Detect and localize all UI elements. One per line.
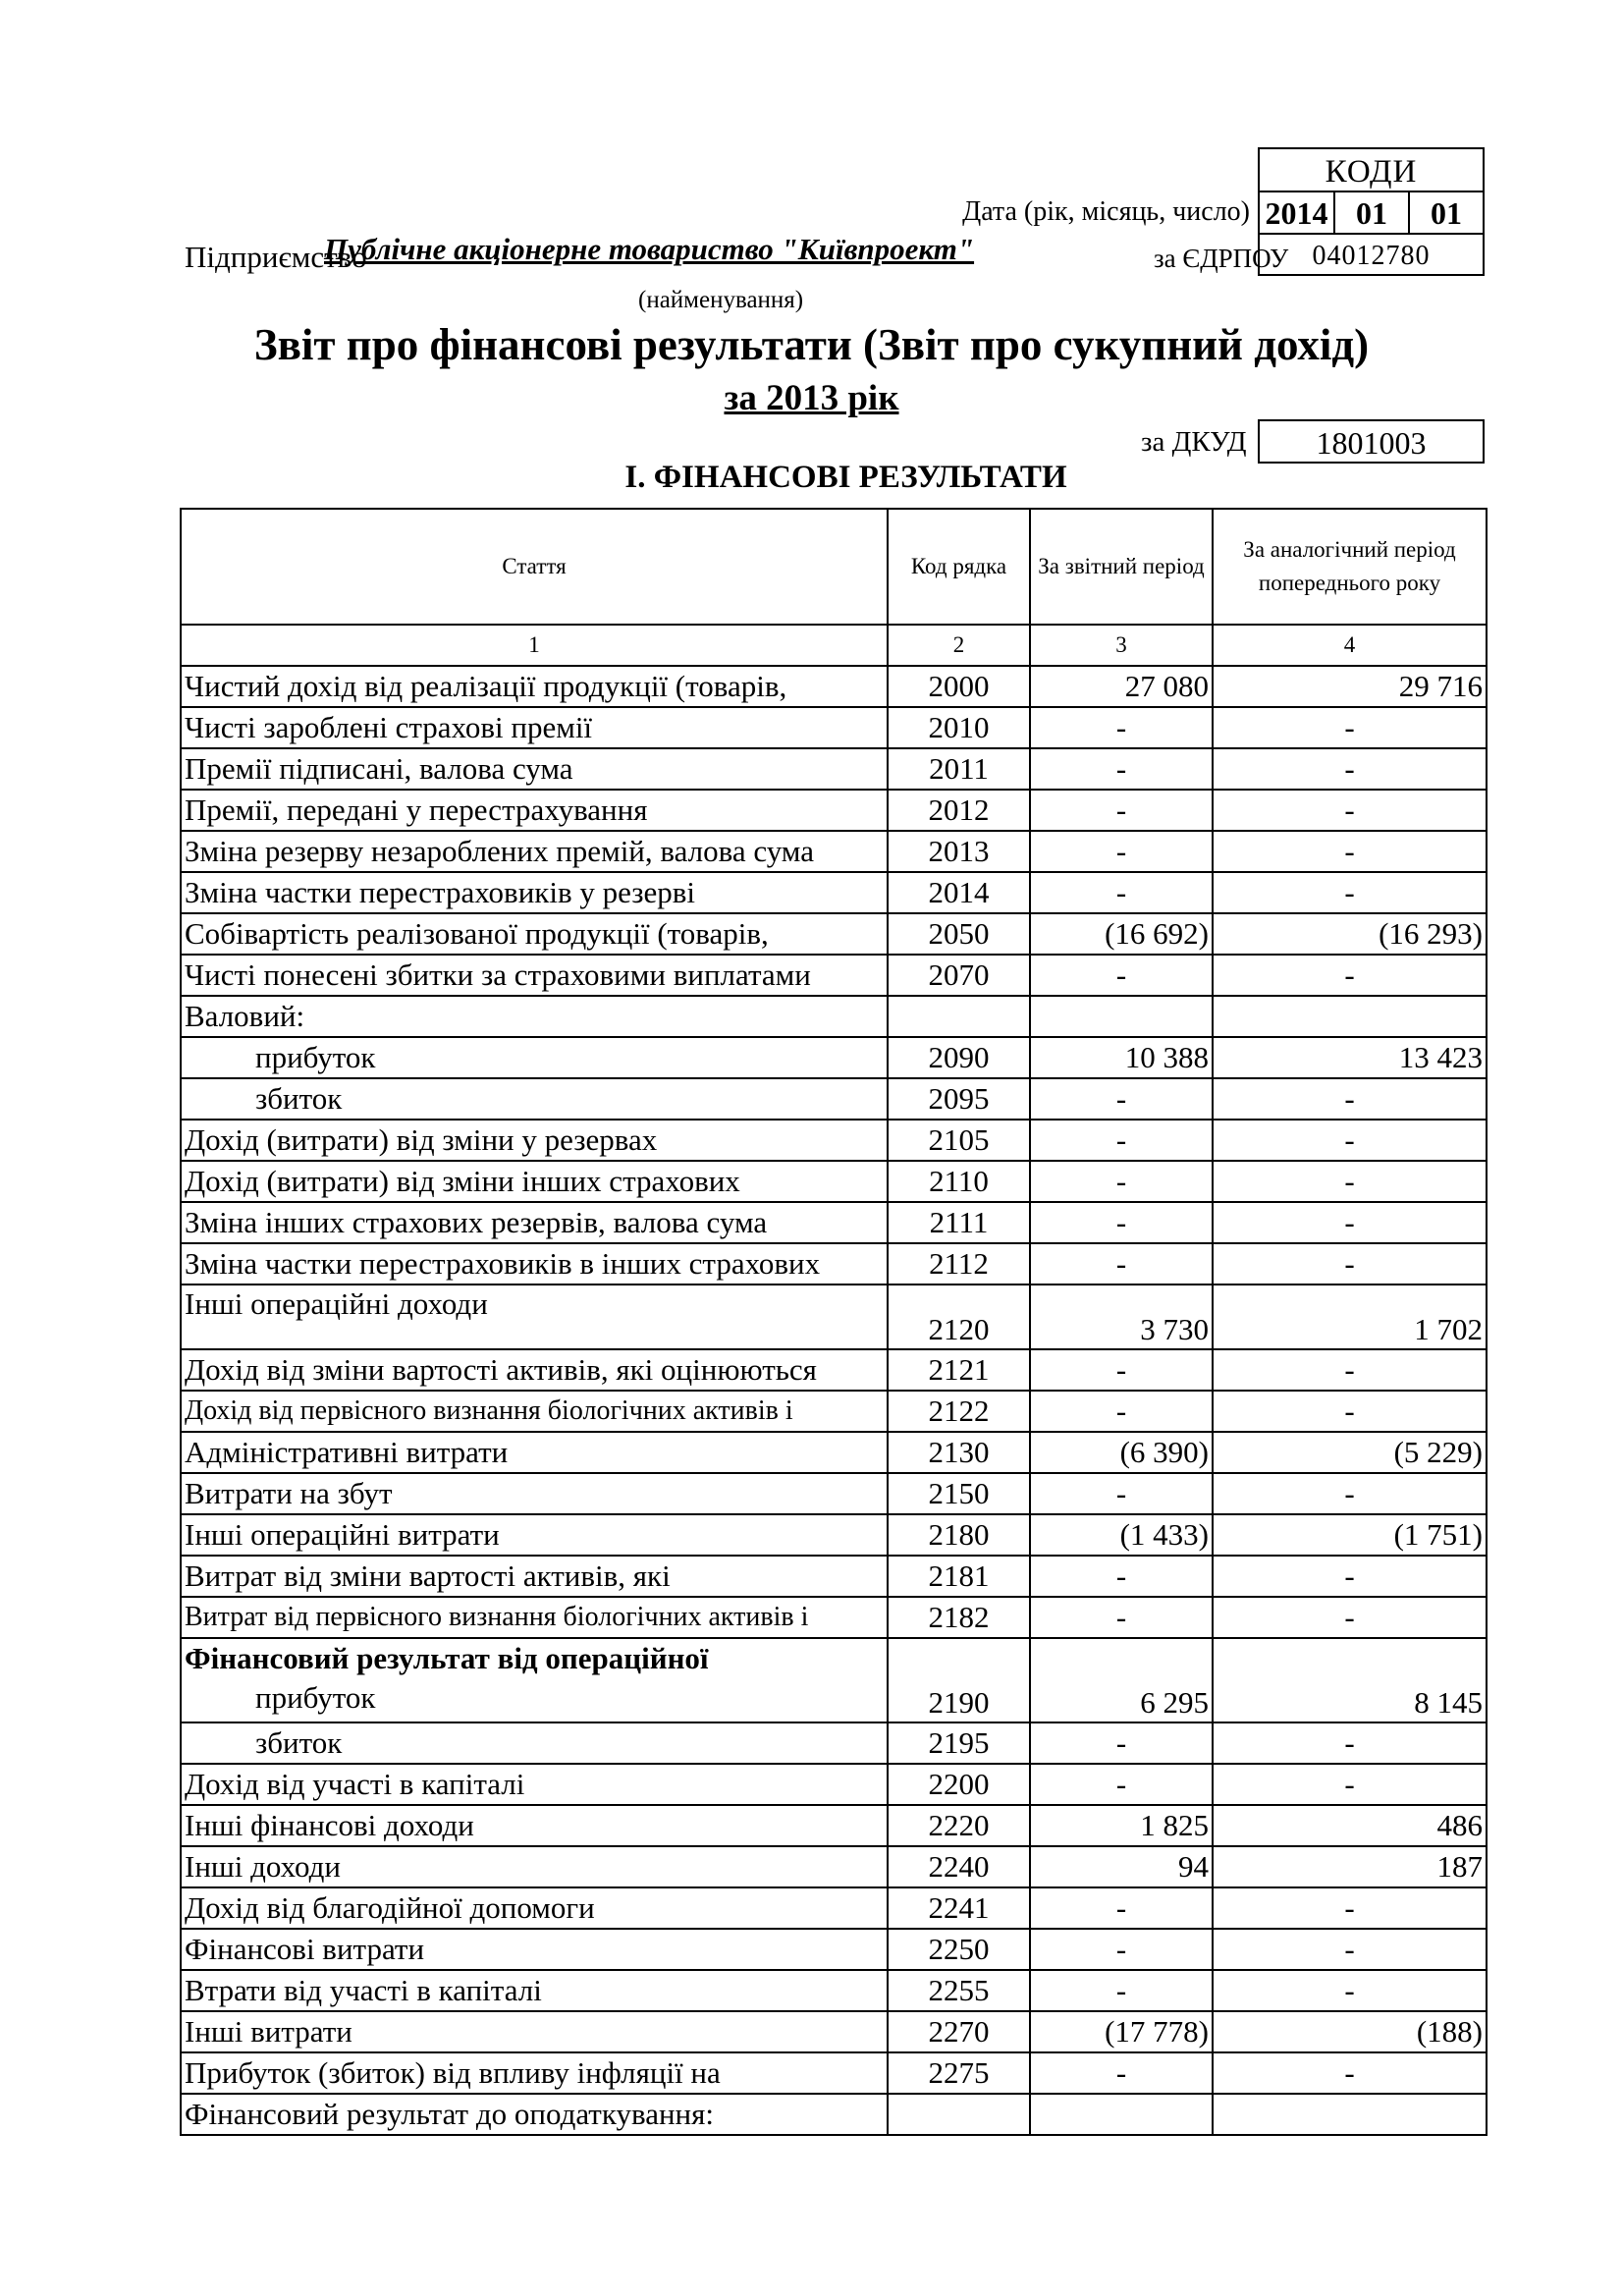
row-previous: - (1213, 831, 1487, 872)
row-current: - (1030, 2052, 1213, 2094)
row-code: 2012 (888, 790, 1030, 831)
row-article: Зміна інших страхових резервів, валова сума (181, 1202, 888, 1243)
row-current: - (1030, 1202, 1213, 1243)
row-article: Чисті зароблені страхові премії (181, 707, 888, 748)
col-number: 1 (181, 625, 888, 666)
row-code: 2111 (888, 1202, 1030, 1243)
row-article: Адміністративні витрати (181, 1432, 888, 1473)
row-current: - (1030, 1391, 1213, 1432)
row-current: 27 080 (1030, 666, 1213, 707)
financial-results-table (180, 508, 1488, 2136)
row-previous: - (1213, 872, 1487, 913)
row-code: 2180 (888, 1514, 1030, 1556)
row-previous: - (1213, 955, 1487, 996)
row-current: - (1030, 1473, 1213, 1514)
row-previous: - (1213, 707, 1487, 748)
col-number: 4 (1213, 625, 1487, 666)
row-current: - (1030, 707, 1213, 748)
row-article: Дохід від первісного визнання біологічних активів і (181, 1391, 888, 1432)
table-row (181, 1514, 1487, 1556)
date-year: 2014 (1260, 192, 1335, 233)
row-code: 2195 (888, 1722, 1030, 1764)
row-article: Витрат від первісного визнання біологічних активів і (181, 1597, 888, 1638)
table-row (181, 1887, 1487, 1929)
row-current: - (1030, 1887, 1213, 1929)
row-code: 2090 (888, 1037, 1030, 1078)
table-row (181, 1473, 1487, 1514)
row-previous: (1 751) (1213, 1514, 1487, 1556)
row-current: (16 692) (1030, 913, 1213, 955)
row-code: 2181 (888, 1556, 1030, 1597)
row-previous: - (1213, 1161, 1487, 1202)
row-code: 2112 (888, 1243, 1030, 1285)
table-row (181, 1722, 1487, 1764)
table-row (181, 1120, 1487, 1161)
codes-header: КОДИ (1258, 147, 1485, 192)
row-previous: 1 702 (1213, 1285, 1487, 1349)
row-previous: 187 (1213, 1846, 1487, 1887)
row-previous: - (1213, 748, 1487, 790)
row-article-heading: Фінансовий результат від операційної (185, 1641, 709, 1675)
row-code: 2013 (888, 831, 1030, 872)
row-code: 2095 (888, 1078, 1030, 1120)
row-article: Витрат від зміни вартості активів, які (181, 1556, 888, 1597)
row-current: - (1030, 1597, 1213, 1638)
row-previous: - (1213, 1391, 1487, 1432)
row-article: Дохід від участі в капіталі (181, 1764, 888, 1805)
table-row (181, 1929, 1487, 1970)
row-previous: - (1213, 1597, 1487, 1638)
table-row (181, 996, 1487, 1037)
row-code: 2011 (888, 748, 1030, 790)
row-current: 10 388 (1030, 1037, 1213, 1078)
row-current: (6 390) (1030, 1432, 1213, 1473)
row-article: Зміна частки перестраховиків в інших страхових (181, 1243, 888, 1285)
row-current: - (1030, 955, 1213, 996)
col-number: 3 (1030, 625, 1213, 666)
table-row (181, 666, 1487, 707)
row-article: Інші операційні доходи (181, 1285, 888, 1349)
table-row (181, 1638, 1487, 1722)
row-current: - (1030, 1764, 1213, 1805)
table-header-row (181, 509, 1487, 625)
dkud-label: за ДКУД (1141, 426, 1247, 458)
row-current (1030, 996, 1213, 1037)
table-row (181, 1597, 1487, 1638)
row-current: - (1030, 1929, 1213, 1970)
row-code: 2220 (888, 1805, 1030, 1846)
row-article: збиток (181, 1722, 888, 1764)
table-row (181, 1243, 1487, 1285)
row-article: Валовий: (181, 996, 888, 1037)
row-current: 3 730 (1030, 1285, 1213, 1349)
edrpou-label: за ЄДРПОУ (1154, 244, 1289, 273)
row-previous: - (1213, 1556, 1487, 1597)
row-previous: - (1213, 790, 1487, 831)
row-previous (1213, 2094, 1487, 2135)
row-article: Собівартість реалізованої продукції (товарів, (181, 913, 888, 955)
table-row (181, 1285, 1487, 1349)
row-current: - (1030, 1722, 1213, 1764)
row-article: Дохід (витрати) від зміни у резервах (181, 1120, 888, 1161)
table-row (181, 1846, 1487, 1887)
row-current: - (1030, 1078, 1213, 1120)
row-previous: - (1213, 1970, 1487, 2011)
row-article: Дохід від зміни вартості активів, які оцінюються (181, 1349, 888, 1391)
row-article (181, 1638, 888, 1722)
row-current (1030, 2094, 1213, 2135)
table-row (181, 1556, 1487, 1597)
table-row (181, 913, 1487, 955)
row-current: - (1030, 1120, 1213, 1161)
row-code: 2190 (888, 1638, 1030, 1722)
row-previous: - (1213, 1202, 1487, 1243)
table-row (181, 707, 1487, 748)
table-row (181, 790, 1487, 831)
row-current: - (1030, 872, 1213, 913)
row-previous: (16 293) (1213, 913, 1487, 955)
row-code: 2270 (888, 2011, 1030, 2052)
section-title: І. ФІНАНСОВІ РЕЗУЛЬТАТИ (624, 460, 1067, 495)
table-row (181, 872, 1487, 913)
row-code: 2070 (888, 955, 1030, 996)
date-cells (1258, 191, 1485, 235)
row-current: - (1030, 1556, 1213, 1597)
row-article: Чистий дохід від реалізації продукції (товарів, (181, 666, 888, 707)
row-code (888, 2094, 1030, 2135)
row-article: Прибуток (збиток) від впливу інфляції на (181, 2052, 888, 2094)
table-row (181, 1391, 1487, 1432)
row-code: 2130 (888, 1432, 1030, 1473)
row-previous: - (1213, 1120, 1487, 1161)
row-article: Премії, передані у перестрахування (181, 790, 888, 831)
row-code: 2110 (888, 1161, 1030, 1202)
row-article: Інші операційні витрати (181, 1514, 888, 1556)
row-current: (1 433) (1030, 1514, 1213, 1556)
dkud-code: 1801003 (1258, 419, 1485, 464)
enterprise-name: Публічне акціонерне товариство "Київпроект" (324, 232, 975, 266)
row-current: 94 (1030, 1846, 1213, 1887)
row-code: 2255 (888, 1970, 1030, 2011)
header-current: За звітний період (1030, 509, 1213, 625)
row-code: 2010 (888, 707, 1030, 748)
row-article: Премії підписані, валова сума (181, 748, 888, 790)
row-article: прибуток (181, 1037, 888, 1078)
report-period: за 2013 рік (724, 378, 899, 418)
row-previous: - (1213, 1722, 1487, 1764)
table-row (181, 831, 1487, 872)
row-previous: (188) (1213, 2011, 1487, 2052)
row-article: Дохід від благодійної допомоги (181, 1887, 888, 1929)
row-article: збиток (181, 1078, 888, 1120)
report-title: Звіт про фінансові результати (Звіт про сукупний дохід) (253, 320, 1370, 369)
row-article: Чисті понесені збитки за страховими виплатами (181, 955, 888, 996)
row-previous: 13 423 (1213, 1037, 1487, 1078)
row-current: - (1030, 1243, 1213, 1285)
row-code: 2240 (888, 1846, 1030, 1887)
row-article: Дохід (витрати) від зміни інших страхових (181, 1161, 888, 1202)
row-previous: - (1213, 1473, 1487, 1514)
table-row (181, 1202, 1487, 1243)
table-row (181, 1161, 1487, 1202)
row-article: Інші фінансові доходи (181, 1805, 888, 1846)
col-number: 2 (888, 625, 1030, 666)
row-article: Фінансовий результат до оподаткування: (181, 2094, 888, 2135)
table-row (181, 2011, 1487, 2052)
row-current: - (1030, 1349, 1213, 1391)
row-code: 2200 (888, 1764, 1030, 1805)
row-code: 2000 (888, 666, 1030, 707)
row-current: 1 825 (1030, 1805, 1213, 1846)
row-code: 2122 (888, 1391, 1030, 1432)
row-code: 2050 (888, 913, 1030, 955)
row-code: 2250 (888, 1929, 1030, 1970)
row-code: 2241 (888, 1887, 1030, 1929)
table-row (181, 2052, 1487, 2094)
column-number-row (181, 625, 1487, 666)
row-code: 2014 (888, 872, 1030, 913)
row-code: 2121 (888, 1349, 1030, 1391)
row-current: 6 295 (1030, 1638, 1213, 1722)
row-current: (17 778) (1030, 2011, 1213, 2052)
name-caption: (найменування) (638, 287, 804, 313)
row-article-sub: прибуток (255, 1680, 376, 1715)
date-day: 01 (1431, 195, 1462, 231)
table-row (181, 1764, 1487, 1805)
row-previous: - (1213, 1349, 1487, 1391)
row-code: 2150 (888, 1473, 1030, 1514)
row-previous: - (1213, 1887, 1487, 1929)
row-code: 2120 (888, 1285, 1030, 1349)
table-row (181, 1432, 1487, 1473)
row-code: 2182 (888, 1597, 1030, 1638)
header-article: Стаття (181, 509, 888, 625)
row-article: Втрати від участі в капіталі (181, 1970, 888, 2011)
row-article: Зміна резерву незароблених премій, валова сума (181, 831, 888, 872)
row-previous: - (1213, 1929, 1487, 1970)
date-label: Дата (рік, місяць, число) (962, 196, 1250, 227)
row-article: Інші доходи (181, 1846, 888, 1887)
table-row (181, 1970, 1487, 2011)
row-previous: - (1213, 1078, 1487, 1120)
row-previous: 29 716 (1213, 666, 1487, 707)
edrpou-code: 04012780 (1258, 233, 1485, 276)
table-row (181, 1805, 1487, 1846)
table-row (181, 955, 1487, 996)
row-current: - (1030, 831, 1213, 872)
row-article: Витрати на збут (181, 1473, 888, 1514)
row-previous: (5 229) (1213, 1432, 1487, 1473)
row-code: 2105 (888, 1120, 1030, 1161)
row-previous (1213, 996, 1487, 1037)
date-month: 01 (1335, 192, 1410, 233)
table-row (181, 2094, 1487, 2135)
row-current: - (1030, 748, 1213, 790)
row-previous: - (1213, 2052, 1487, 2094)
table-row (181, 748, 1487, 790)
row-code (888, 996, 1030, 1037)
row-previous: - (1213, 1243, 1487, 1285)
enterprise-label: Підприємство (185, 240, 367, 274)
row-previous: - (1213, 1764, 1487, 1805)
table-row (181, 1349, 1487, 1391)
header-code: Код рядка (888, 509, 1030, 625)
row-previous: 8 145 (1213, 1638, 1487, 1722)
table-row (181, 1037, 1487, 1078)
row-current: - (1030, 1970, 1213, 2011)
row-article: Зміна частки перестраховиків у резерві (181, 872, 888, 913)
row-code: 2275 (888, 2052, 1030, 2094)
row-current: - (1030, 1161, 1213, 1202)
row-current: - (1030, 790, 1213, 831)
header-previous: За аналогічний період попереднього року (1213, 509, 1487, 625)
table-row (181, 1078, 1487, 1120)
row-article: Інші витрати (181, 2011, 888, 2052)
row-article: Фінансові витрати (181, 1929, 888, 1970)
row-previous: 486 (1213, 1805, 1487, 1846)
